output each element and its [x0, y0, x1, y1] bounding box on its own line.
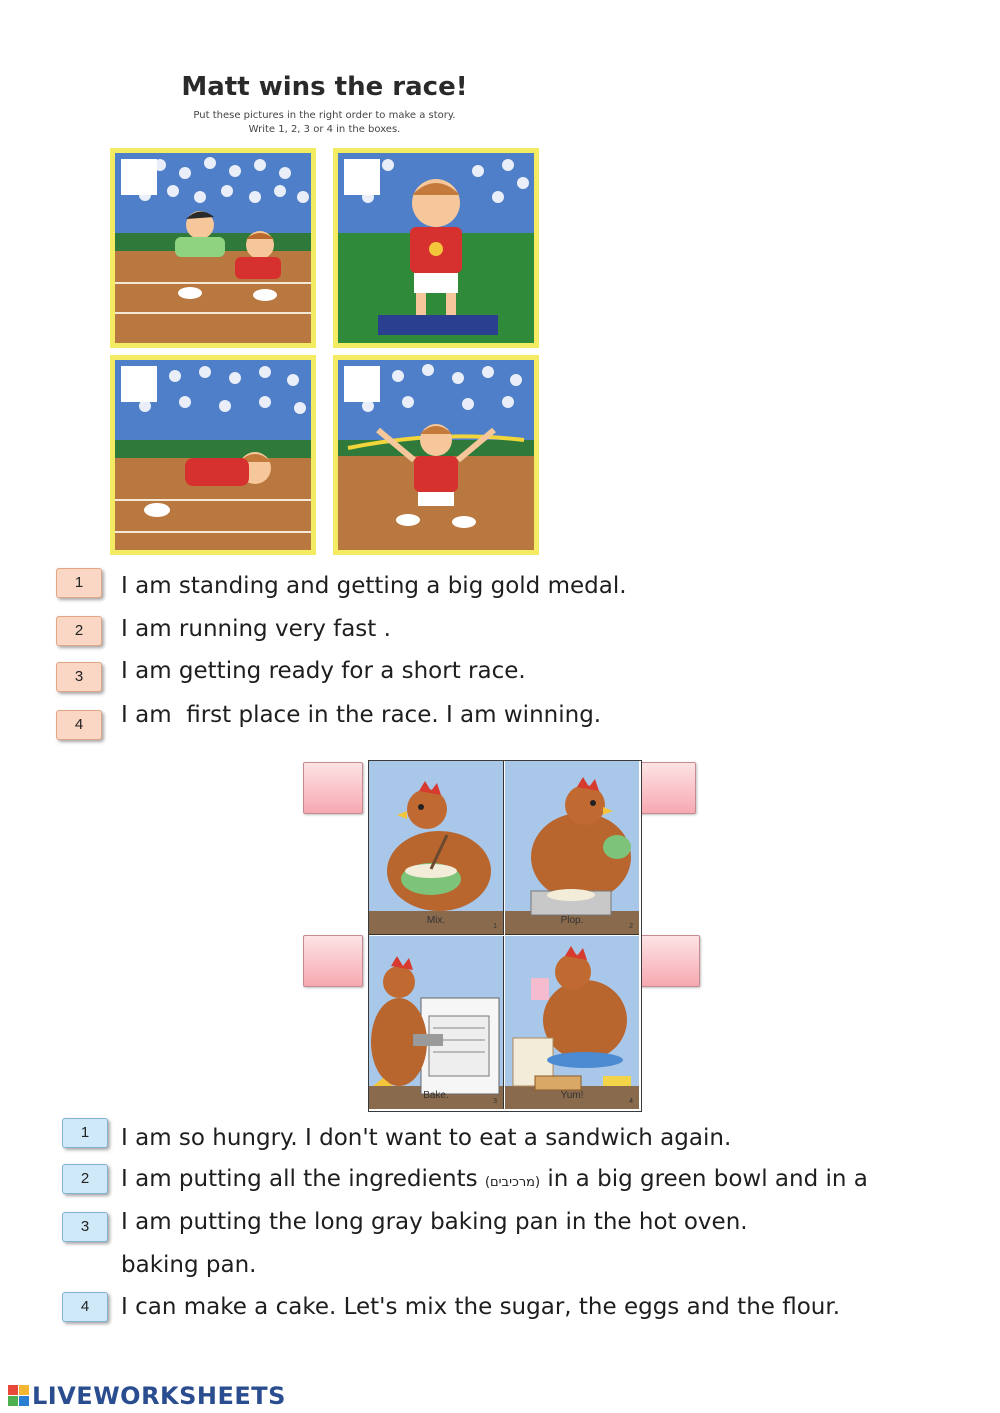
race-instruction-line1: Put these pictures in the right order to make a story.	[193, 110, 456, 121]
race-panel-order-box	[344, 159, 380, 195]
race-panel-order-box	[344, 366, 380, 402]
order-number-button[interactable]: 3	[56, 662, 102, 692]
hebrew-translation: (מרכיבים)	[484, 1175, 541, 1190]
order-number-button[interactable]: 4	[56, 710, 102, 740]
order-number-button[interactable]: 4	[62, 1292, 108, 1322]
cake-sentence: I am putting the long gray baking pan in the hot oven.	[121, 1209, 748, 1235]
race-sentence: I am first place in the race. I am winning.	[121, 702, 602, 728]
hen-caption: Bake.	[423, 1090, 449, 1101]
race-panel-ready	[110, 355, 316, 555]
hen-story-picture	[368, 760, 642, 1112]
hen-panel-bake	[369, 936, 504, 1109]
hen-order-drop-box[interactable]	[636, 762, 696, 814]
race-panel-order-box	[121, 366, 157, 402]
order-number-button[interactable]: 2	[62, 1164, 108, 1194]
hen-panel-number: 3	[493, 1098, 497, 1105]
liveworksheets-logo-text: LIVEWORKSHEETS	[32, 1382, 286, 1410]
hen-caption: Yum!	[560, 1090, 584, 1101]
cake-sentence-continuation: baking pan.	[121, 1252, 257, 1278]
cake-sentence	[121, 1166, 868, 1192]
liveworksheets-logo-icon	[8, 1385, 30, 1407]
race-panel-order-box	[121, 159, 157, 195]
hen-caption: Plop.	[560, 915, 584, 926]
race-title: Matt wins the race!	[181, 72, 468, 102]
hen-caption: Mix.	[426, 915, 446, 926]
order-number-button[interactable]: 2	[56, 616, 102, 646]
cake-sentence-part: I am putting all the ingredients	[121, 1166, 485, 1192]
hen-panel-mix	[369, 761, 504, 935]
race-sentence: I am getting ready for a short race.	[121, 658, 526, 684]
cake-sentence: I can make a cake. Let's mix the sugar, the eggs and the flour.	[121, 1294, 841, 1320]
cake-sentence: I am so hungry. I don't want to eat a sandwich again.	[121, 1125, 732, 1151]
hen-panel-number: 2	[629, 923, 633, 930]
race-panel-medal	[333, 148, 539, 348]
hen-panel-yum	[505, 936, 639, 1109]
order-number-button[interactable]: 3	[62, 1212, 108, 1242]
race-panel-running	[110, 148, 316, 348]
hen-order-drop-box[interactable]	[303, 762, 363, 814]
race-sentence: I am standing and getting a big gold medal.	[121, 573, 627, 599]
hen-order-drop-box[interactable]	[303, 935, 363, 987]
hen-panel-plop	[505, 761, 639, 935]
race-sentence: I am running very fast .	[121, 616, 391, 642]
race-instruction-line2: Write 1, 2, 3 or 4 in the boxes.	[248, 124, 401, 135]
hen-panel-number: 4	[629, 1098, 633, 1105]
order-number-button[interactable]: 1	[56, 568, 102, 598]
hen-order-drop-box[interactable]	[640, 935, 700, 987]
cake-sentence-part: in a big green bowl and in a	[540, 1166, 868, 1192]
hen-panel-number: 1	[493, 923, 497, 930]
order-number-button[interactable]: 1	[62, 1118, 108, 1148]
race-panel-winning	[333, 355, 539, 555]
race-story-picture	[107, 60, 542, 560]
